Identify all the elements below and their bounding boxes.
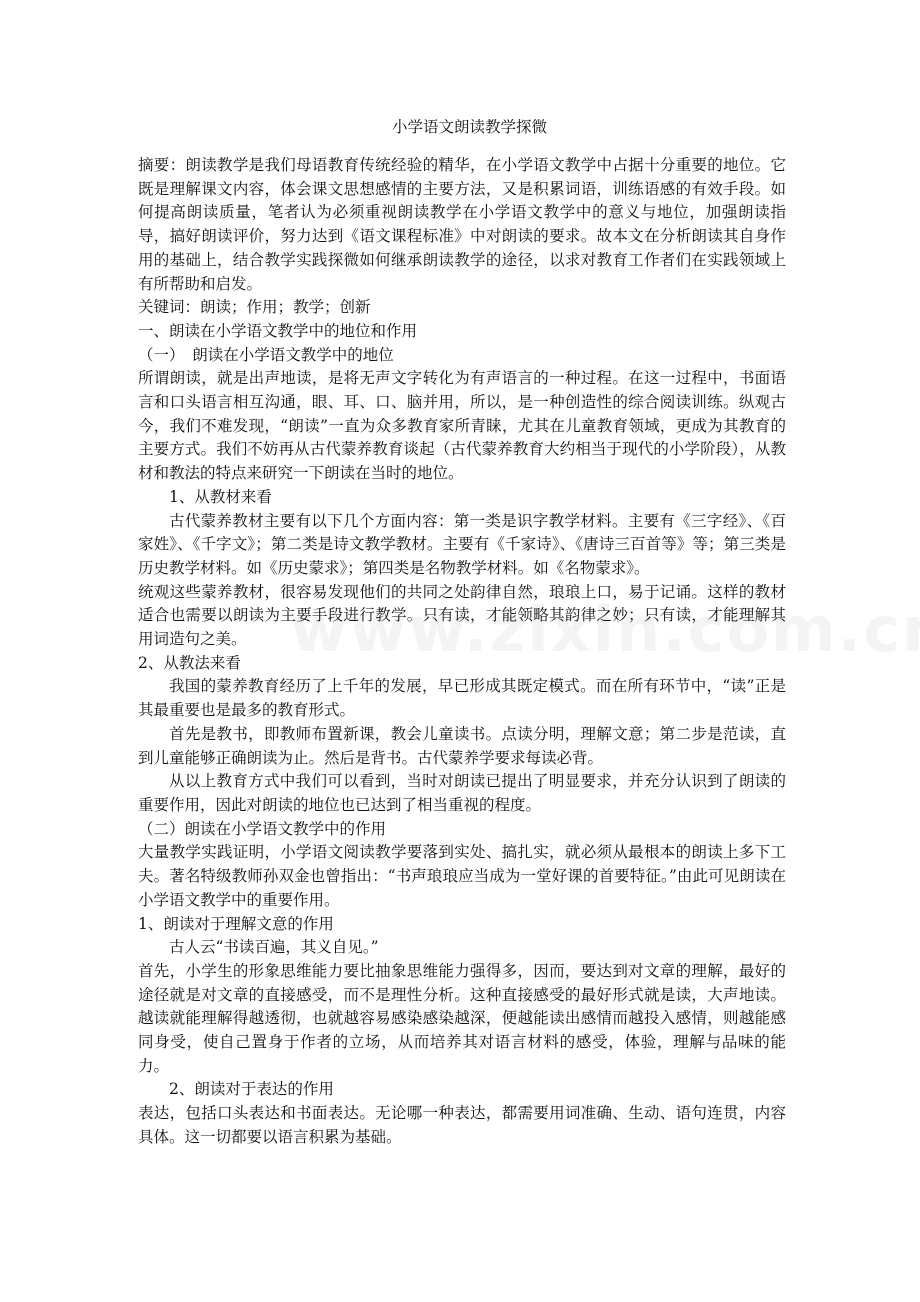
- paragraph: 统观这些蒙养教材，很容易发现他们的共同之处韵律自然，琅琅上口，易于记诵。这样的教材适合也需要以朗读为主要手段进行教学。只有读，才能领略其韵律之妙；只有读，才能理解其用词造句之美。: [138, 582, 786, 649]
- paragraph: 所谓朗读，就是出声地读，是将无声文字转化为有声语言的一种过程。在这一过程中，书面语言和口头语言相互沟通，眼、耳、口、脑并用，所以，是一种创造性的综合阅读训练。纵观古今，我们不难发现，“朗读”一直为众多教育家所青睐，尤其在儿童教育领域，更成为其教育的主要方式。我们不妨再从古代蒙养教育谈起（古代蒙养教育大约相当于现代的小学阶段），从教材和教法的特点来研究一下朗读在当时的地位。: [138, 369, 786, 483]
- paragraph: 关键词：朗读；作用；教学；创新: [138, 298, 371, 317]
- paragraph: 大量教学实践证明，小学语文阅读教学要落到实处、搞扎实，就必须从最根本的朗读上多下工夫。著名特级教师孙双金也曾指出：“书声琅琅应当成为一堂好课的首要特征。”由此可见朗读在小学语文教学中的重要作用。: [138, 843, 786, 909]
- paragraph: 古代蒙养教材主要有以下几个方面内容：第一类是识字教学材料。主要有《三字经》、《百家姓》、《千字文》；第二类是诗文教学教材。主要有《千家诗》、《唐诗三百首等》等；第三类是历史教学材料。如《历史蒙求》；第四类是名物教学材料。如《名物蒙求》。: [138, 511, 786, 577]
- document-body: [138, 154, 786, 1150]
- paragraph: 1、从教材来看: [169, 487, 272, 506]
- document-title: 小学语文朗读教学探微: [392, 118, 548, 136]
- paragraph: 首先是教书，即教师布置新课，教会儿童读书。点读分明，理解文意；第二步是范读，直到儿童能够正确朗读为止。然后是背书。古代蒙养学要求每读必背。: [138, 724, 786, 767]
- paragraph: 表达，包括口头表达和书面表达。无论哪一种表达，都需要用词准确、生动、语句连贯，内容具体。这一切都要以语言积累为基础。: [138, 1104, 786, 1146]
- paragraph: 摘要：朗读教学是我们母语教育传统经验的精华，在小学语文教学中占据十分重要的地位。它既是理解课文内容，体会课文思想感情的主要方法，又是积累词语，训练语感的有效手段。如何提高朗读质量，笔者认为必须重视朗读教学在小学语文教学中的意义与地位，加强朗读指导，搞好朗读评价，努力达到《语文课程标准》中对朗读的要求。故本文在分析朗读其自身作用的基础上，结合教学实践探微如何继承朗读教学的途径，以求对教育工作者们在实践领域上有所帮助和启发。: [138, 156, 786, 293]
- paragraph: 2、朗读对于表达的作用: [169, 1080, 334, 1099]
- paragraph: 一、朗读在小学语文教学中的地位和作用: [138, 321, 418, 340]
- paragraph: 1、朗读对于理解文意的作用: [138, 914, 334, 933]
- paragraph: 古人云“书读百遍，其义自见。”: [169, 938, 379, 957]
- paragraph: （二）朗读在小学语文教学中的作用: [138, 819, 387, 838]
- paragraph: 我国的蒙养教育经历了上千年的发展，早已形成其既定模式。而在所有环节中，“读”正是其最重要也是最多的教育形式。: [138, 677, 786, 720]
- paragraph: 首先，小学生的形象思维能力要比抽象思维能力强得多，因而，要达到对文章的理解，最好的途径就是对文章的直接感受，而不是理性分析。这种直接感受的最好形式就是读，大声地读。越读就能理解得越透彻，也就越容易感染感染越深，便越能读出感情而越投入感情，则越能感同身受，使自己置身于作者的立场，从而培养其对语言材料的感受，体验，理解与品味的能力。: [138, 961, 786, 1075]
- paragraph: 2、从教法来看: [138, 653, 241, 672]
- paragraph: 从以上教育方式中我们可以看到，当时对朗读已提出了明显要求，并充分认识到了朗读的重要作用，因此对朗读的地位也已达到了相当重视的程度。: [138, 772, 786, 814]
- paragraph: （一） 朗读在小学语文教学中的地位: [138, 345, 394, 364]
